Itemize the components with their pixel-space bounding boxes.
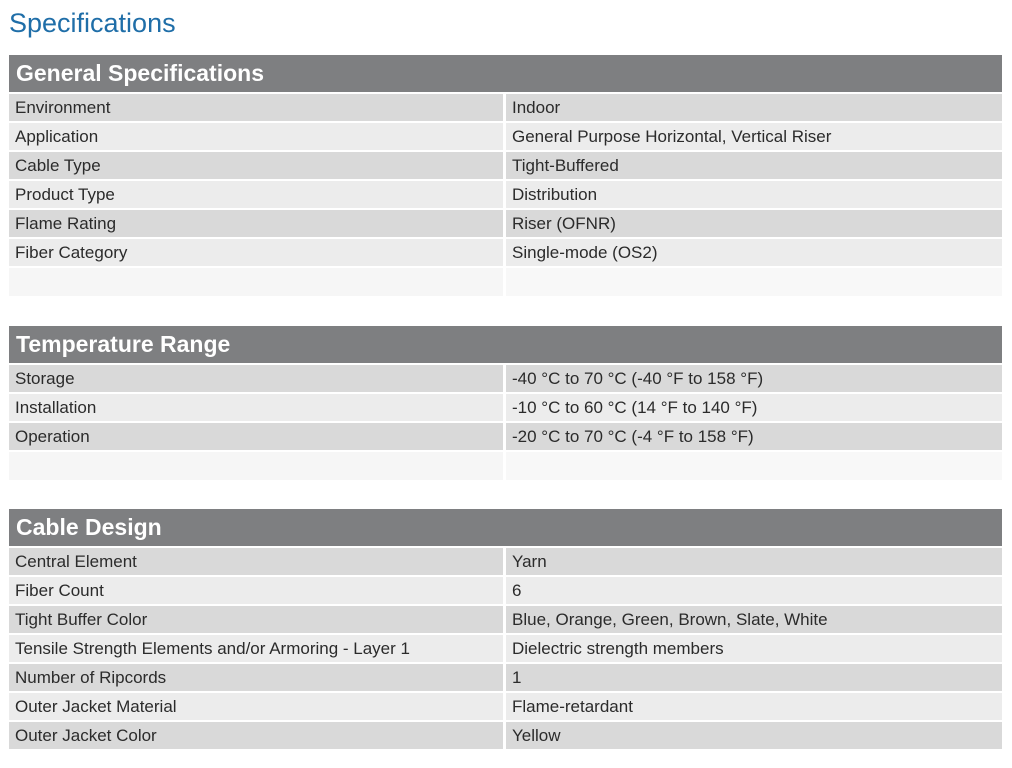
row-value: Dielectric strength members (506, 633, 1002, 662)
row-value: -20 °C to 70 °C (-4 °F to 158 °F) (506, 421, 1002, 450)
table-row (9, 421, 1002, 450)
table-row (9, 121, 1002, 150)
row-label: Application (9, 121, 506, 150)
row-value: Tight-Buffered (506, 150, 1002, 179)
table-row (9, 208, 1002, 237)
table-row (9, 546, 1002, 575)
row-label: Flame Rating (9, 208, 506, 237)
table-spacer-row (9, 450, 1002, 480)
table-row (9, 720, 1002, 749)
table-row (9, 691, 1002, 720)
row-label: Number of Ripcords (9, 662, 506, 691)
table-row (9, 92, 1002, 121)
spec-table (9, 546, 1002, 749)
spec-table (9, 363, 1002, 480)
table-row (9, 392, 1002, 421)
table-row (9, 363, 1002, 392)
table-row (9, 633, 1002, 662)
section-general-specifications (9, 55, 1002, 296)
section-header: Cable Design (9, 509, 1002, 546)
table-row (9, 662, 1002, 691)
row-label: Outer Jacket Color (9, 720, 506, 749)
spec-table (9, 92, 1002, 296)
table-row (9, 179, 1002, 208)
row-value: Flame-retardant (506, 691, 1002, 720)
table-row (9, 237, 1002, 266)
row-label: Installation (9, 392, 506, 421)
page-title: Specifications (9, 8, 176, 38)
section-header: Temperature Range (9, 326, 1002, 363)
row-label: Fiber Count (9, 575, 506, 604)
row-value: -10 °C to 60 °C (14 °F to 140 °F) (506, 392, 1002, 421)
section-cable-design (9, 509, 1002, 749)
row-label: Fiber Category (9, 237, 506, 266)
row-label: Tensile Strength Elements and/or Armoring - Layer 1 (9, 633, 506, 662)
row-value: Single-mode (OS2) (506, 237, 1002, 266)
section-temperature-range (9, 326, 1002, 480)
row-value: Yarn (506, 546, 1002, 575)
table-row (9, 575, 1002, 604)
spacer-cell (506, 266, 1002, 296)
row-value: Yellow (506, 720, 1002, 749)
section-header: General Specifications (9, 55, 1002, 92)
row-value: 1 (506, 662, 1002, 691)
row-label: Central Element (9, 546, 506, 575)
row-value: Distribution (506, 179, 1002, 208)
row-label: Environment (9, 92, 506, 121)
row-value: Indoor (506, 92, 1002, 121)
row-label: Outer Jacket Material (9, 691, 506, 720)
row-label: Storage (9, 363, 506, 392)
table-row (9, 150, 1002, 179)
spacer-cell (9, 450, 506, 480)
row-value: -40 °C to 70 °C (-40 °F to 158 °F) (506, 363, 1002, 392)
row-value: General Purpose Horizontal, Vertical Riser (506, 121, 1002, 150)
spacer-cell (9, 266, 506, 296)
row-label: Product Type (9, 179, 506, 208)
row-value: Blue, Orange, Green, Brown, Slate, White (506, 604, 1002, 633)
spacer-cell (506, 450, 1002, 480)
row-label: Tight Buffer Color (9, 604, 506, 633)
row-value: Riser (OFNR) (506, 208, 1002, 237)
row-label: Operation (9, 421, 506, 450)
table-row (9, 604, 1002, 633)
table-spacer-row (9, 266, 1002, 296)
row-label: Cable Type (9, 150, 506, 179)
row-value: 6 (506, 575, 1002, 604)
